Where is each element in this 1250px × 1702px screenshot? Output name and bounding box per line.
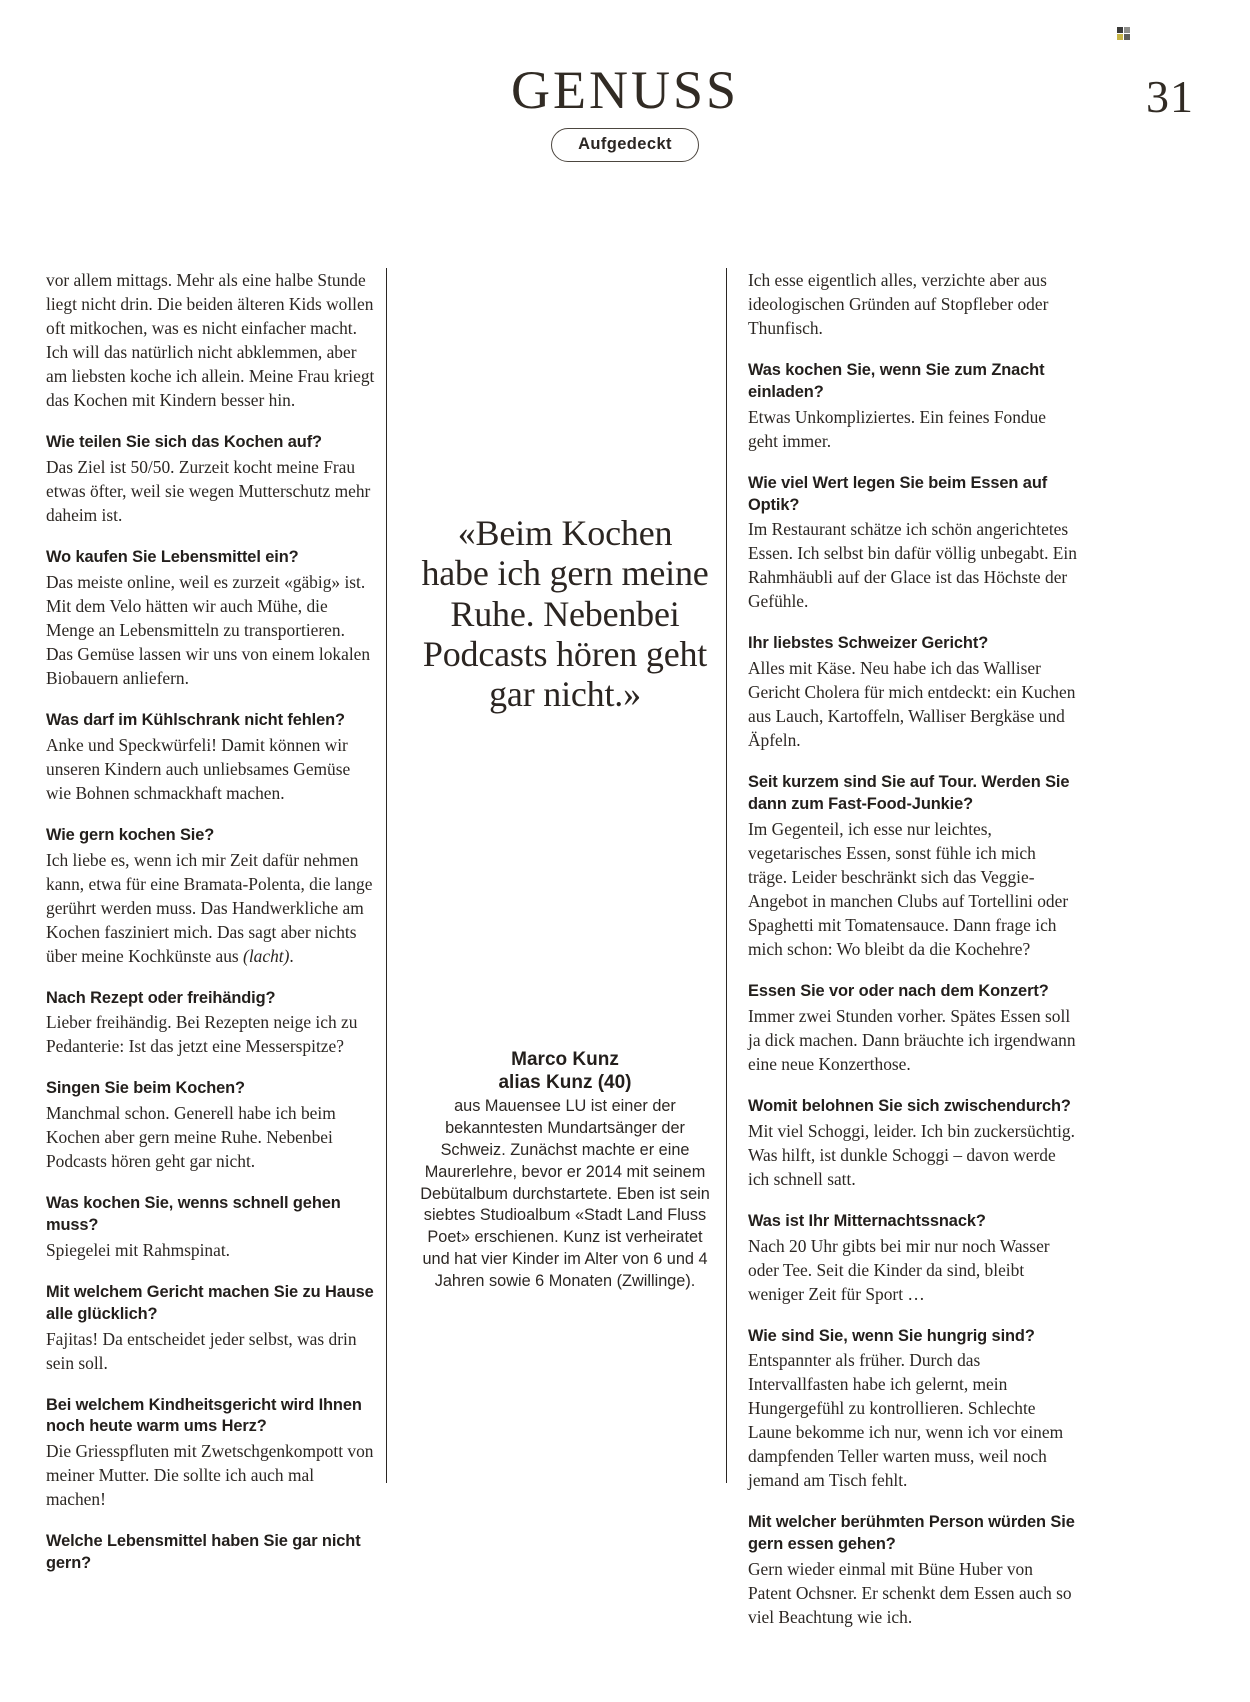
question: Mit welchem Gericht machen Sie zu Hause alle glücklich? <box>46 1282 374 1323</box>
answer: Fajitas! Da entscheidet jeder selbst, was drin sein soll. <box>46 1328 357 1373</box>
qa-block <box>46 1193 376 1262</box>
qa-block <box>748 633 1078 752</box>
question: Singen Sie beim Kochen? <box>46 1079 245 1098</box>
bio-name-line1: Marco Kunz <box>511 1049 619 1070</box>
right-column <box>748 268 1078 1649</box>
qa-block <box>748 1512 1078 1629</box>
answer: Manchmal schon. Generell habe ich beim Kochen aber gern meine Ruhe. Nebenbei Podcasts hören geht gar nicht. <box>46 1103 336 1172</box>
page-number: 31 <box>1146 71 1194 122</box>
answer: Nach 20 Uhr gibts bei mir nur noch Wasser oder Tee. Seit die Kinder da sind, bleibt weniger Zeit für Sport … <box>748 1235 1050 1304</box>
qa-block <box>46 547 376 690</box>
qa-block <box>46 825 376 968</box>
answer: Im Gegenteil, ich esse nur leichtes, vegetarisches Essen, sonst fühle ich mich träge. Leider beschränkt sich das Veggie-Angebot in manchen Clubs auf Tortellini oder Spaghetti mit Tomatensauce. Dann frage ich mich schon: Wo bleibt da die Kochehre? <box>748 818 1069 959</box>
registration-mark-quadrant <box>1124 27 1130 33</box>
answer: Alles mit Käse. Neu habe ich das Walliser Gericht Cholera für mich entdeckt: ein Kuchen aus Lauch, Kartoffeln, Walliser Bergkäse und Äpfeln. <box>748 658 1076 751</box>
question: Ihr liebstes Schweizer Gericht? <box>748 634 989 653</box>
question: Bei welchem Kindheitsgericht wird Ihnen noch heute warm ums Herz? <box>46 1395 362 1436</box>
answer: Entspannter als früher. Durch das Intervallfasten habe ich gelernt, mein Hungergefühl zu kontrollieren. Schlechte Laune bekomme ich nur, wenn ich vor einem dampfenden Teller warten muss, weil noch jemand am Tisch fehlt. <box>748 1350 1064 1491</box>
qa-block <box>46 988 376 1059</box>
answer: Im Restaurant schätze ich schön angerichtetes Essen. Ich selbst bin dafür völlig unbegabt. Ein Rahmhäubli auf der Glace ist das Höchste der Gefühle. <box>748 519 1077 612</box>
question: Wie teilen Sie sich das Kochen auf? <box>46 433 322 452</box>
answer: Gern wieder einmal mit Büne Huber von Patent Ochsner. Er schenkt dem Essen auch so viel Beachtung wie ich. <box>748 1559 1072 1628</box>
kicker-badge: Aufgedeckt <box>551 128 699 162</box>
bio-caption <box>420 1048 710 1293</box>
qa-block <box>46 432 376 527</box>
question: Womit belohnen Sie sich zwischendurch? <box>748 1096 1071 1115</box>
question: Was kochen Sie, wenns schnell gehen muss? <box>46 1194 341 1235</box>
question: Wie viel Wert legen Sie beim Essen auf Optik? <box>748 473 1048 514</box>
answer: Lieber freihändig. Bei Rezepten neige ich zu Pedanterie: Ist das jetzt eine Messerspitze? <box>46 1012 358 1057</box>
qa-block <box>46 1531 376 1575</box>
question: Mit welcher berühmten Person würden Sie gern essen gehen? <box>748 1513 1075 1554</box>
answer: Die Griesspfluten mit Zwetschgenkompott von meiner Mutter. Die sollte ich auch mal machen! <box>46 1441 374 1510</box>
bio-name-line2: alias Kunz (40) <box>498 1072 632 1094</box>
question: Seit kurzem sind Sie auf Tour. Werden Sie dann zum Fast-Food-Junkie? <box>748 773 1070 814</box>
answer: Spiegelei mit Rahmspinat. <box>46 1239 231 1260</box>
qa-block <box>46 1282 376 1375</box>
qa-block <box>748 1096 1078 1191</box>
masthead <box>0 62 1250 162</box>
question: Was ist Ihr Mitternachtssnack? <box>748 1211 986 1230</box>
qa-block <box>748 772 1078 961</box>
pull-quote: «Beim Kochen habe ich gern meine Ruhe. Nebenbei Podcasts hören geht gar nicht.» <box>421 513 709 715</box>
answer: Immer zwei Stunden vorher. Spätes Essen soll ja dick machen. Dann bräuchte ich irgendwann eine neue Konzerthose. <box>748 1005 1076 1074</box>
qa-block <box>46 1078 376 1173</box>
section-title: GENUSS <box>510 60 740 120</box>
qa-block <box>748 473 1078 614</box>
column-divider <box>386 268 387 1483</box>
qa-block <box>46 1395 376 1512</box>
column-divider <box>726 268 727 1483</box>
question: Nach Rezept oder freihändig? <box>46 988 276 1007</box>
registration-mark-icon <box>1117 27 1130 40</box>
answer: Das meiste online, weil es zurzeit «gäbig» ist. Mit dem Velo hätten wir auch Mühe, die Menge an Lebensmitteln zu transportieren. Das Gemüse lassen wir uns von einem lokalen Biobauern anliefern. <box>46 571 371 688</box>
question: Essen Sie vor oder nach dem Konzert? <box>748 981 1049 1000</box>
answer: Ich liebe es, wenn ich mir Zeit dafür nehmen kann, etwa für eine Bramata-Polenta, die lange gerührt werden muss. Das Handwerkliche am Kochen fasziniert mich. Das sagt aber nichts über meine Kochkünste aus (lacht). <box>46 849 373 966</box>
registration-mark-quadrant <box>1124 34 1130 40</box>
registration-mark-quadrant <box>1117 34 1123 40</box>
question: Wie sind Sie, wenn Sie hungrig sind? <box>748 1326 1035 1345</box>
question: Was kochen Sie, wenn Sie zum Znacht einladen? <box>748 361 1045 401</box>
article-body <box>0 268 1250 1628</box>
question: Welche Lebensmittel haben Sie gar nicht gern? <box>46 1532 361 1573</box>
answer: Etwas Unkompliziertes. Ein feines Fondue geht immer. <box>748 406 1046 451</box>
question: Was darf im Kühlschrank nicht fehlen? <box>46 710 345 729</box>
question: Wo kaufen Sie Lebensmittel ein? <box>46 547 299 566</box>
qa-block <box>46 710 376 805</box>
answer: Mit viel Schoggi, leider. Ich bin zuckersüchtig. Was hilft, ist dunkle Schoggi – davon werde ich schnell satt. <box>748 1120 1075 1189</box>
left-column <box>46 268 376 1576</box>
center-column <box>420 268 710 1483</box>
answer: Das Ziel ist 50/50. Zurzeit kocht meine Frau etwas öfter, weil sie wegen Mutterschutz mehr daheim ist. <box>46 456 371 525</box>
qa-block <box>748 360 1078 453</box>
intro-paragraph: Ich esse eigentlich alles, verzichte aber aus ideologischen Gründen auf Stopfleber oder Thunfisch. <box>748 270 1049 339</box>
bio-text: aus Mauensee LU ist einer der bekanntesten Mundartsänger der Schweiz. Zunächst machte er eine Maurerlehre, bevor er 2014 mit seinem Debütalbum durchstartete. Eben ist sein siebtes Studioalbum «Stadt Land Fluss Poet» erschienen. Kunz ist verheiratet und hat vier Kinder im Alter von 6 und 4 Jahren sowie 6 Monaten (Zwillinge). <box>420 1097 710 1290</box>
answer: Anke und Speckwürfeli! Damit können wir unseren Kindern auch unliebsames Gemüse wie Bohnen schmackhaft machen. <box>46 734 351 803</box>
bio-name <box>420 1048 710 1094</box>
qa-block <box>748 981 1078 1076</box>
question: Wie gern kochen Sie? <box>46 825 215 844</box>
intro-paragraph: vor allem mittags. Mehr als eine halbe Stunde liegt nicht drin. Die beiden älteren Kids wollen oft mitkochen, was es nicht einfacher macht. Ich will das natürlich nicht abklemmen, aber am liebsten koche ich allein. Meine Frau kriegt das Kochen mit Kindern besser hin. <box>46 270 375 411</box>
registration-mark-quadrant <box>1117 27 1123 33</box>
qa-block <box>748 1326 1078 1493</box>
qa-block <box>748 1211 1078 1306</box>
